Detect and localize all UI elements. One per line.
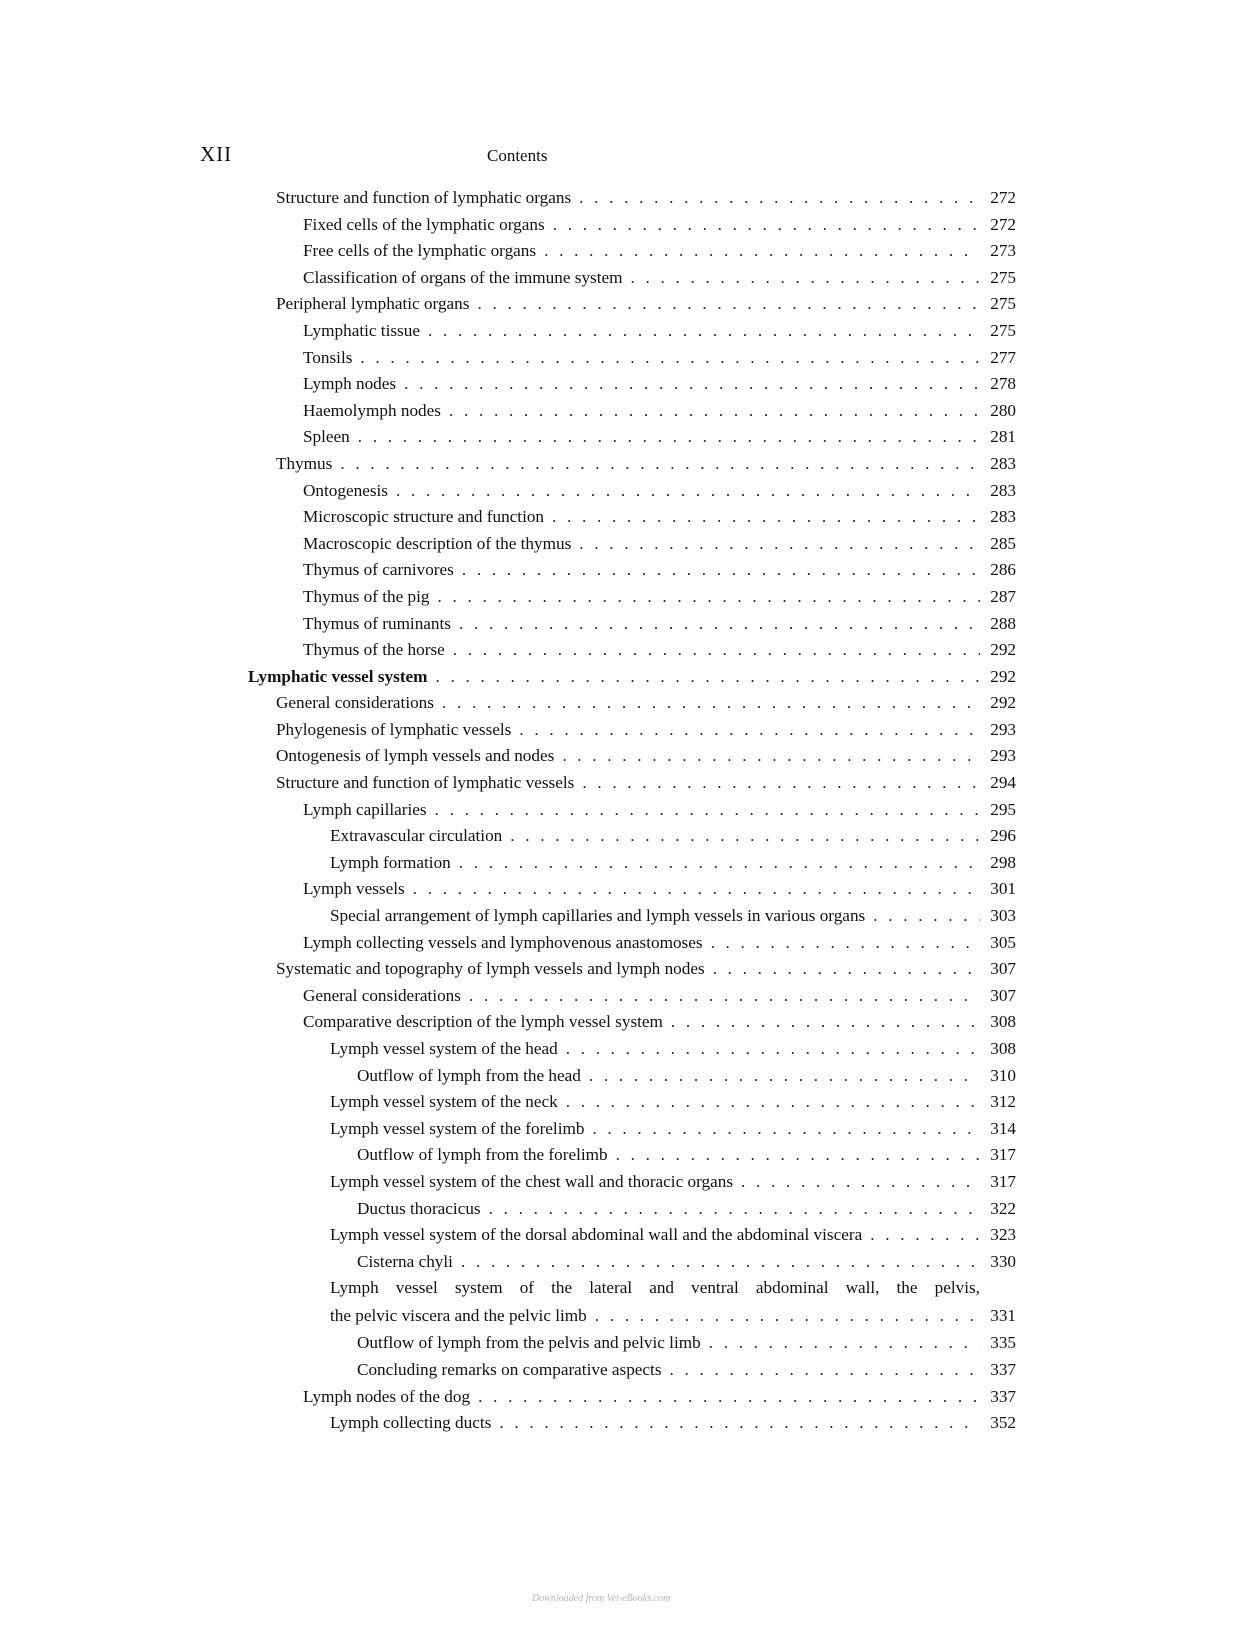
toc-entry <box>0 611 1241 638</box>
toc-entry-title: Phylogenesis of lymphatic vessels <box>276 719 512 739</box>
toc-leader-dots <box>499 1410 980 1437</box>
page-number: XII <box>200 142 233 166</box>
toc-entry <box>0 1330 1241 1357</box>
toc-leader-dots <box>566 1089 980 1116</box>
toc-leader-dots <box>360 345 980 372</box>
toc-entry-title: Lymph nodes <box>303 374 397 394</box>
toc-entry-page: 273 <box>990 241 1016 261</box>
toc-entry-title: Lymph vessel system of the chest wall and thoracic organs <box>330 1171 734 1191</box>
toc-leader-dots <box>631 265 980 292</box>
toc-entry-page: 322 <box>990 1198 1016 1218</box>
toc-entry-title: Lymph vessel system of the forelimb <box>330 1118 585 1138</box>
toc-entry-page: 337 <box>990 1386 1016 1406</box>
toc-entry-title: Ductus thoracicus <box>357 1198 481 1218</box>
toc-leader-dots <box>462 557 980 584</box>
toc-leader-dots <box>709 1330 980 1357</box>
toc-entry <box>0 345 1241 372</box>
toc-entry <box>0 451 1241 478</box>
toc-leader-dots <box>477 291 980 318</box>
toc-entry-page: 281 <box>990 427 1016 447</box>
toc-entry-page: 283 <box>990 453 1016 473</box>
toc-entry <box>0 1384 1241 1411</box>
toc-leader-dots <box>449 398 980 425</box>
toc-leader-dots <box>579 185 980 212</box>
toc-entry-title: Systematic and topography of lymph vessels and lymph nodes <box>276 959 705 979</box>
toc-entry <box>0 1116 1241 1143</box>
toc-entry-title: Outflow of lymph from the forelimb <box>357 1145 608 1165</box>
toc-entry-title: Lymph vessel system of the neck <box>330 1092 558 1112</box>
toc-entry <box>0 557 1241 584</box>
toc-leader-dots <box>442 690 980 717</box>
toc-entry-title: Structure and function of lymphatic organs <box>276 188 572 207</box>
toc-entry-page: 275 <box>990 320 1016 340</box>
toc-entry-title: Cisterna chyli <box>357 1251 453 1271</box>
toc-leader-dots <box>459 611 980 638</box>
toc-entry-page: 305 <box>990 932 1016 952</box>
toc-entry-title: General considerations <box>276 693 434 713</box>
toc-leader-dots <box>873 903 980 930</box>
toc-entry-page: 280 <box>990 400 1016 420</box>
toc-leader-dots <box>616 1142 980 1169</box>
toc-entry-title: Haemolymph nodes <box>303 400 441 420</box>
toc-entry-page: 337 <box>990 1359 1016 1379</box>
toc-entry <box>0 637 1241 664</box>
toc-entry <box>0 1357 1241 1384</box>
toc-entry-title: Concluding remarks on comparative aspects <box>357 1359 662 1379</box>
toc-leader-dots <box>340 451 980 478</box>
toc-entry-page: 335 <box>990 1333 1016 1353</box>
toc-entry-title: Thymus of ruminants <box>303 613 451 633</box>
toc-leader-dots <box>435 797 980 824</box>
toc-entry <box>0 664 1241 691</box>
toc-leader-dots <box>428 318 980 345</box>
toc-entry-page: 275 <box>990 267 1016 287</box>
toc-leader-dots <box>553 212 980 239</box>
toc-entry <box>0 1169 1241 1196</box>
toc-entry-page: 283 <box>990 507 1016 527</box>
toc-leader-dots <box>544 238 980 265</box>
toc-entry-title: Macroscopic description of the thymus <box>303 533 572 553</box>
toc-entry-title: Thymus <box>276 453 333 473</box>
toc-entry <box>0 398 1241 425</box>
toc-entry <box>0 930 1241 957</box>
toc-entry <box>0 212 1241 239</box>
toc-entry <box>0 185 1241 212</box>
toc-entry <box>0 690 1241 717</box>
toc-entry-title: Fixed cells of the lymphatic organs <box>303 214 545 234</box>
toc-leader-dots <box>489 1196 980 1223</box>
toc-entry <box>0 371 1241 398</box>
toc-leader-dots <box>552 504 980 531</box>
toc-entry <box>0 1089 1241 1116</box>
toc-entry-title: Special arrangement of lymph capillaries and lymph vessels in various organs <box>330 906 866 926</box>
toc-leader-dots <box>438 584 980 611</box>
toc-entry-title: Lymph vessel system of the head <box>330 1039 558 1058</box>
toc-leader-dots <box>589 1063 980 1090</box>
toc-entry <box>0 770 1241 797</box>
toc-entry-title: Ontogenesis of lymph vessels and nodes <box>276 746 555 766</box>
toc-entry-page: 292 <box>990 640 1016 660</box>
toc-entry-title: Ontogenesis <box>303 480 388 500</box>
toc-entry <box>0 1196 1241 1223</box>
toc-entry-page: 330 <box>990 1251 1016 1271</box>
toc-entry-page: 293 <box>990 719 1016 739</box>
toc-entry <box>0 903 1241 930</box>
toc-entry <box>0 823 1241 850</box>
toc-entry <box>0 424 1241 451</box>
toc-entry-title: Peripheral lymphatic organs <box>276 294 470 314</box>
toc-entry-page: 307 <box>990 985 1016 1005</box>
toc-entry-title: Spleen <box>303 427 350 447</box>
toc-leader-dots <box>741 1169 980 1196</box>
toc-entry-title: Lymph formation <box>330 852 451 872</box>
toc-entry-page: 331 <box>990 1306 1016 1326</box>
toc-entry <box>0 1275 1241 1330</box>
toc-leader-dots <box>566 1036 980 1063</box>
toc-leader-dots <box>592 1116 980 1143</box>
toc-entry-title: Lymph capillaries <box>303 799 427 819</box>
toc-entry <box>0 478 1241 505</box>
toc-entry <box>0 584 1241 611</box>
toc-entry <box>0 1063 1241 1090</box>
toc-entry-title: Outflow of lymph from the pelvis and pelvic limb <box>357 1333 701 1353</box>
toc-entry <box>0 956 1241 983</box>
toc-entry-title: Microscopic structure and function <box>303 507 545 527</box>
toc-entry-title: Lymph vessel system of the dorsal abdominal wall and the abdominal viscera <box>330 1225 863 1245</box>
toc-entry-title: Thymus of the pig <box>303 586 430 606</box>
toc-leader-dots <box>459 850 980 877</box>
toc-leader-dots <box>436 664 980 691</box>
toc-leader-dots <box>562 743 980 770</box>
toc-entry <box>0 1009 1241 1036</box>
toc-entry <box>0 1222 1241 1249</box>
toc-entry <box>0 1249 1241 1276</box>
toc-entry-page: 317 <box>990 1171 1016 1191</box>
watermark: Downloaded from Vet-eBooks.com <box>532 1593 671 1604</box>
toc-entry <box>0 983 1241 1010</box>
toc-entry-title: General considerations <box>303 985 461 1005</box>
toc-entry <box>0 876 1241 903</box>
toc-entry-title: Lymph collecting vessels and lymphovenous anastomoses <box>303 932 703 952</box>
toc-leader-dots <box>713 956 980 983</box>
toc-entry-page: 310 <box>990 1065 1016 1085</box>
toc-entry-page: 303 <box>990 906 1016 926</box>
toc-entry-page: 283 <box>990 480 1016 500</box>
toc-leader-dots <box>413 876 980 903</box>
toc-entry-title-line1: Lymph vessel system of the lateral and ventral abdominal wall, the pelvis, <box>330 1278 980 1298</box>
toc-entry-page: 307 <box>990 959 1016 979</box>
toc-entry-page: 308 <box>990 1039 1016 1058</box>
toc-entry-page: 272 <box>990 188 1016 207</box>
toc-entry-page: 275 <box>990 294 1016 314</box>
toc-entry-title: Lymph nodes of the dog <box>303 1386 471 1406</box>
toc-entry <box>0 318 1241 345</box>
toc-entry-page: 312 <box>990 1092 1016 1112</box>
toc-entry <box>0 850 1241 877</box>
toc-entry-title: Lymph collecting ducts <box>330 1413 492 1433</box>
toc-entry-page: 278 <box>990 374 1016 394</box>
toc-leader-dots <box>870 1222 980 1249</box>
toc-leader-dots <box>404 371 980 398</box>
toc-entry-page: 323 <box>990 1225 1016 1245</box>
toc-entry <box>0 291 1241 318</box>
toc-entry-title: Thymus of the horse <box>303 640 445 660</box>
toc-entry-title: Thymus of carnivores <box>303 560 454 580</box>
toc-leader-dots <box>478 1384 980 1411</box>
toc-entry-page: 293 <box>990 746 1016 766</box>
toc-entry <box>0 797 1241 824</box>
toc-entry-title: Lymphatic tissue <box>303 320 420 340</box>
toc-entry-page: 292 <box>990 693 1016 713</box>
toc-entry <box>0 743 1241 770</box>
toc-leader-dots <box>510 823 980 850</box>
toc-entry <box>0 717 1241 744</box>
toc-entry <box>0 531 1241 558</box>
toc-entry-page: 277 <box>990 347 1016 367</box>
toc-leader-dots <box>579 531 980 558</box>
toc-entry-title: the pelvic viscera and the pelvic limb <box>330 1306 587 1326</box>
toc-entry-title: Structure and function of lymphatic vessels <box>276 773 575 793</box>
toc-leader-dots <box>711 930 980 957</box>
toc-leader-dots <box>595 1303 980 1330</box>
toc-entry <box>0 1142 1241 1169</box>
toc-entry <box>0 265 1241 292</box>
toc-entry-title: Tonsils <box>303 347 353 367</box>
toc-leader-dots <box>670 1357 980 1384</box>
toc-entry <box>0 504 1241 531</box>
toc-entry-title: Classification of organs of the immune system <box>303 267 623 287</box>
toc-entry-title: Free cells of the lymphatic organs <box>303 241 537 261</box>
toc-leader-dots <box>582 770 980 797</box>
toc-entry-title: Extravascular circulation <box>330 826 503 846</box>
toc-entry-page: 294 <box>990 773 1016 793</box>
toc-entry-page: 295 <box>990 799 1016 819</box>
toc-entry-title: Lymphatic vessel system <box>248 666 428 686</box>
toc-entry-page: 286 <box>990 560 1016 580</box>
toc-entry-page: 287 <box>990 586 1016 606</box>
toc-leader-dots <box>358 424 980 451</box>
toc-entry-page: 352 <box>990 1413 1016 1433</box>
toc-entry-page: 314 <box>990 1118 1016 1138</box>
toc-entry-page: 317 <box>990 1145 1016 1165</box>
running-head: Contents <box>487 146 548 165</box>
toc-entry-title: Lymph vessels <box>303 879 405 899</box>
toc-entry-page: 285 <box>990 533 1016 553</box>
toc-entry-page: 301 <box>990 879 1016 899</box>
toc-entry <box>0 1410 1241 1437</box>
toc-entry-page: 308 <box>990 1012 1016 1032</box>
toc-entry-page: 292 <box>990 666 1016 686</box>
toc-entry <box>0 238 1241 265</box>
toc-leader-dots <box>671 1009 980 1036</box>
toc-leader-dots <box>396 478 980 505</box>
toc-entry <box>0 1036 1241 1063</box>
toc-entry-title: Comparative description of the lymph vessel system <box>303 1012 663 1032</box>
toc-leader-dots <box>461 1249 980 1276</box>
toc-leader-dots <box>519 717 980 744</box>
toc-entry-page: 296 <box>990 826 1016 846</box>
toc-entry-page: 288 <box>990 613 1016 633</box>
toc-entry-page: 298 <box>990 852 1016 872</box>
toc-entry-title: Outflow of lymph from the head <box>357 1065 581 1085</box>
toc-entry-page: 272 <box>990 214 1016 234</box>
table-of-contents <box>0 185 1241 1437</box>
toc-leader-dots <box>453 637 980 664</box>
toc-leader-dots <box>469 983 980 1010</box>
